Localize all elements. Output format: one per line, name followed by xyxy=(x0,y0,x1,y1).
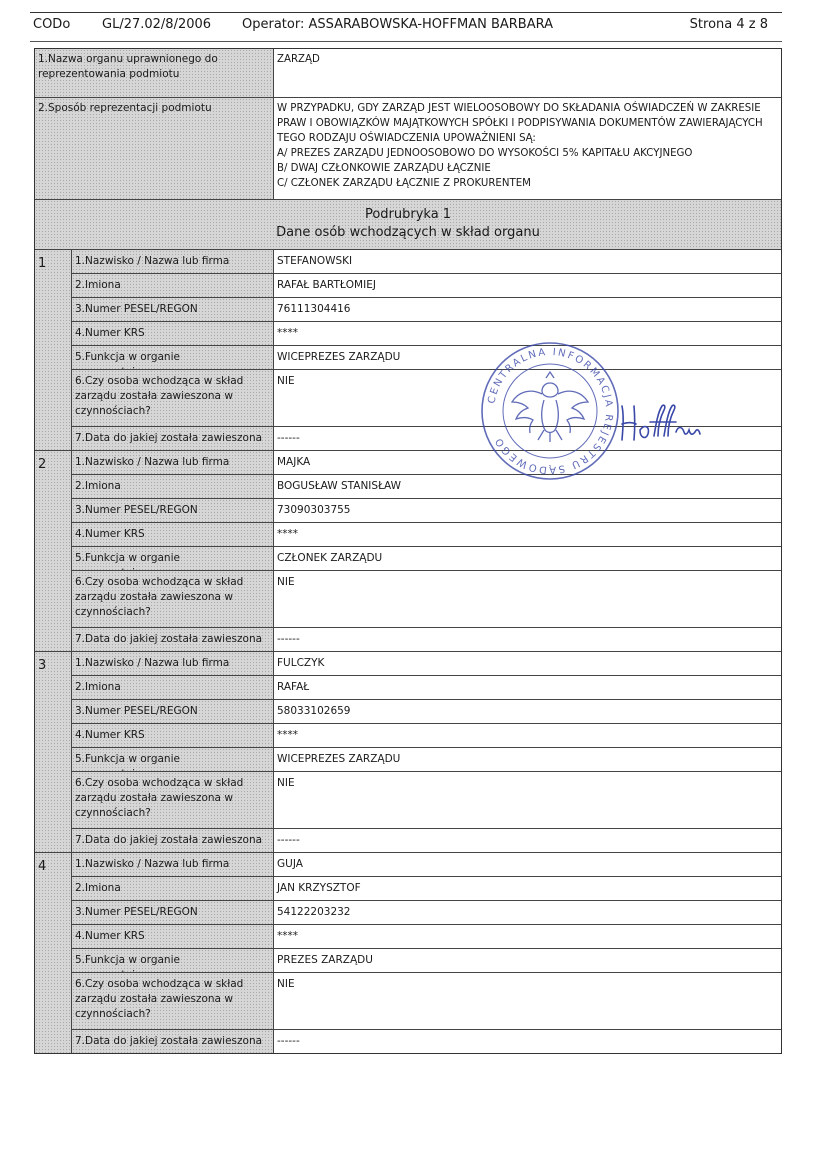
field-value: **** xyxy=(274,723,781,747)
field-label: 6.Czy osoba wchodząca w skład zarządu została zawieszona w czynnościach? xyxy=(72,972,274,1029)
field-value: 73090303755 xyxy=(274,498,781,522)
field-label: 1.Nazwisko / Nazwa lub firma xyxy=(72,249,274,273)
field-value: NIE xyxy=(274,369,781,426)
field-label: 2.Imiona xyxy=(72,273,274,297)
field-label: 1.Nazwisko / Nazwa lub firma xyxy=(72,450,274,474)
field-label: 3.Numer PESEL/REGON xyxy=(72,498,274,522)
field-value: BOGUSŁAW STANISŁAW xyxy=(274,474,781,498)
field-label: 7.Data do jakiej została zawieszona xyxy=(72,828,274,852)
field-label: 1.Nazwisko / Nazwa lub firma xyxy=(72,651,274,675)
field-value: RAFAŁ xyxy=(274,675,781,699)
top-field-value: W PRZYPADKU, GDY ZARZĄD JEST WIELOOSOBOWY DO SKŁADANIA OŚWIADCZEŃ W ZAKRESIE PRAW I OBOWIĄZKÓW MAJĄTKOWYCH SPÓŁKI I PODPISYWANIA DOKUMENTÓW ZAWIERAJĄCYCH TEGO RODZAJU OŚWIADCZENIA UPOWAŻNIENI SĄ: A/ PREZES ZARZĄDU JEDNOOSOBOWO DO WYSOKOŚCI 5% KAPITAŁU AKCYJNEGO B/ DWAJ CZŁONKOWIE ZARZĄDU ŁĄCZNIE C/ CZŁONEK ZARZĄDU ŁĄCZNIE Z PROKURENTEM xyxy=(274,97,781,199)
field-value: 76111304416 xyxy=(274,297,781,321)
field-label: 7.Data do jakiej została zawieszona xyxy=(72,426,274,450)
field-label: 4.Numer KRS xyxy=(72,522,274,546)
field-label: 5.Funkcja w organie xyxy=(72,345,274,369)
operator-name: Operator: ASSARABOWSKA-HOFFMAN BARBARA xyxy=(242,17,554,32)
register-table xyxy=(34,48,782,1054)
field-label: 1.Nazwisko / Nazwa lub firma xyxy=(72,852,274,876)
field-value: NIE xyxy=(274,771,781,828)
field-value: **** xyxy=(274,522,781,546)
field-label: 6.Czy osoba wchodząca w skład zarządu została zawieszona w czynnościach? xyxy=(72,570,274,627)
person-number: 3 xyxy=(35,651,72,852)
field-label: 7.Data do jakiej została zawieszona xyxy=(72,627,274,651)
svg-text:CENTRALNA INFORMACJA REJESTRU: CENTRALNA INFORMACJA REJESTRU SĄDOWEGO xyxy=(486,346,615,476)
field-value: CZŁONEK ZARZĄDU xyxy=(274,546,781,570)
field-value: **** xyxy=(274,924,781,948)
top-field-label: 1.Nazwa organu uprawnionego do reprezentowania podmiotu xyxy=(35,49,274,97)
section-subtitle: Dane osób wchodzących w skład organu xyxy=(276,225,540,240)
field-value: WICEPREZES ZARZĄDU xyxy=(274,747,781,771)
field-value: WICEPREZES ZARZĄDU xyxy=(274,345,781,369)
top-field-value: ZARZĄD xyxy=(277,54,320,65)
page-number: Strona 4 z 8 xyxy=(689,17,768,32)
field-value: FULCZYK xyxy=(274,651,781,675)
field-value: MAJKA xyxy=(274,450,781,474)
field-label: 6.Czy osoba wchodząca w skład zarządu została zawieszona w czynnościach? xyxy=(72,771,274,828)
field-label: 4.Numer KRS xyxy=(72,723,274,747)
field-value: ------ xyxy=(274,1029,781,1053)
page-header xyxy=(30,12,782,40)
top-field-label: 2.Sposób reprezentacji podmiotu xyxy=(35,97,274,199)
field-value: PREZES ZARZĄDU xyxy=(274,948,781,972)
field-value: 54122203232 xyxy=(274,900,781,924)
field-value: ------ xyxy=(274,627,781,651)
section-title: Podrubryka 1 xyxy=(364,207,452,222)
field-label: 7.Data do jakiej została zawieszona xyxy=(72,1029,274,1053)
form-code: CODo xyxy=(33,17,71,32)
person-number: 4 xyxy=(35,852,72,1053)
field-value: NIE xyxy=(274,972,781,1029)
field-label: 5.Funkcja w organie xyxy=(72,948,274,972)
header-rule xyxy=(30,41,782,42)
field-value: RAFAŁ BARTŁOMIEJ xyxy=(274,273,781,297)
field-label: 4.Numer KRS xyxy=(72,924,274,948)
document-reference: GL/27.02/8/2006 xyxy=(102,17,212,32)
field-label: 3.Numer PESEL/REGON xyxy=(72,297,274,321)
field-label: 2.Imiona xyxy=(72,474,274,498)
field-value: STEFANOWSKI xyxy=(274,249,781,273)
field-label: 4.Numer KRS xyxy=(72,321,274,345)
field-value: ------ xyxy=(274,426,781,450)
person-number: 2 xyxy=(35,450,72,651)
person-number: 1 xyxy=(35,249,72,450)
field-label: 2.Imiona xyxy=(72,876,274,900)
field-value: ------ xyxy=(274,828,781,852)
field-value: JAN KRZYSZTOF xyxy=(274,876,781,900)
section-header xyxy=(35,199,781,249)
field-value: NIE xyxy=(274,570,781,627)
field-label: 2.Imiona xyxy=(72,675,274,699)
field-label: 6.Czy osoba wchodząca w skład zarządu została zawieszona w czynnościach? xyxy=(72,369,274,426)
field-label: 5.Funkcja w organie xyxy=(72,747,274,771)
field-label: 3.Numer PESEL/REGON xyxy=(72,900,274,924)
field-value: **** xyxy=(274,321,781,345)
field-value: GUJA xyxy=(274,852,781,876)
field-value: 58033102659 xyxy=(274,699,781,723)
field-label: 5.Funkcja w organie xyxy=(72,546,274,570)
field-label: 3.Numer PESEL/REGON xyxy=(72,699,274,723)
